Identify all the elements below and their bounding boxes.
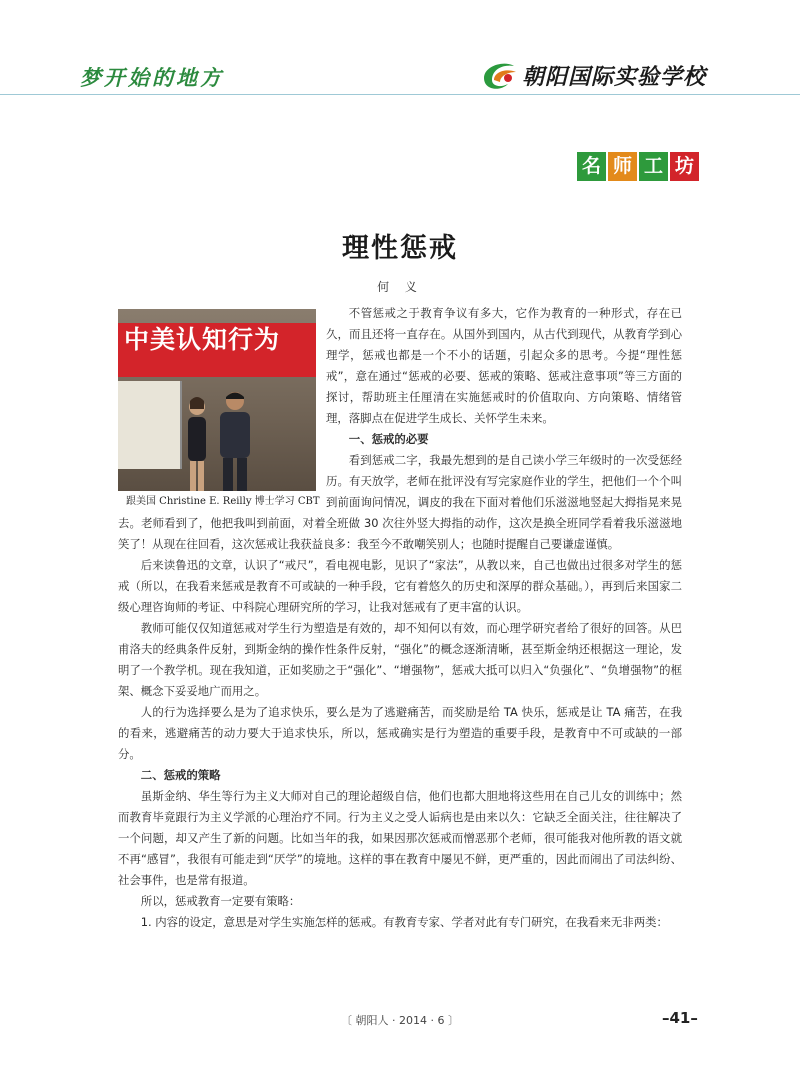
school-name: 朝阳国际实验学校 [522,64,707,90]
column-tag-char: 师 [608,152,637,181]
paragraph: 不管惩戒之于教育争议有多大，它作为教育的一种形式，存在已久，而且还将一直存在。从国外到国内，从古代到现代，从教育学到心理学，惩戒也都是一个不小的话题，引起众多的思考。今提“理性惩戒”，意在通过“惩戒的必要、惩戒的策略、惩戒注意事项”等三方面的探讨，帮助班主任厘清在实施惩戒时的价值取向、方向策略、情绪管理，落脚点在促进学生成长、关怀学生未来。 [326,306,682,425]
photo-person-icon [214,389,256,491]
paragraph: 虽斯金纳、华生等行为主义大师对自己的理论超级自信，他们也都大胆地将这些用在自己儿女的训练中；然而教育毕竟跟行为主义学派的心理治疗不同。行为主义之受人诟病也是由来以久：它缺乏全面关注，往往解决了一个问题，却又产生了新的问题。比如当年的我，如果因那次惩戒而憎恶那个老师，很可能我对他所教的语文就不再“感冒”，我很有可能走到“厌学”的境地。这样的事在教育中屡见不鲜，更严重的，因此而闹出了司法纠纷、社会事件，也是常有报道。 [118,789,682,887]
school-logo [478,58,718,92]
paragraph: 后来读鲁迅的文章，认识了“戒尺”，看电视电影，见识了“家法”，从教以来，自己也做出过很多对学生的惩戒（所以，在我看来惩戒是教育不可或缺的一种手段，它有着悠久的历史和深厚的群众基础。），再到后来国家二级心理咨询师的考证、中科院心理研究所的学习，让我对惩戒有了更丰富的认识。 [118,558,682,614]
article-photo [118,309,316,491]
school-emblem-icon [478,58,520,92]
column-tag-char: 工 [639,152,668,181]
photo-person-icon [180,395,214,491]
photo-banner-text: 中美认知行为 [124,325,281,354]
header-divider [0,94,800,95]
paragraph: 教师可能仅仅知道惩戒对学生行为塑造是有效的，却不知何以有效，而心理学研究者给了很好的回答。从巴甫洛夫的经典条件反射，到斯金纳的操作性条件反射，“强化”的概念逐渐清晰，甚至斯金纳还根据这一理论，发明了一个教学机。现在我知道，正如奖励之于“强化”、“增强物”，惩戒大抵可以归入“负强化”、“负增强物”的框架、概念下妥妥地广而用之。 [118,621,682,698]
photo-projection-screen [118,381,182,469]
article-title: 理性惩戒 [342,233,458,264]
column-tag [577,152,699,181]
photo-caption: 跟美国 Christine E. Reilly 博士学习 CBT [126,496,320,507]
paragraph: 看到惩戒二字，我最先想到的是自己读小学三年级时的一次受惩经历。有天放学，老师在批评没有写完家庭作业的学生，把他们一个个叫到前面询问情况，调皮的我在下面对着他们乐滋滋地竖起大拇指晃来晃去。老师看到了，他把我叫到前面，对着全班做 30 次往外竖大拇指的动作，这次是换全班同学看着我乐滋滋地笑了！从现在往回看，这次惩戒让我获益良多：我至今不敢嘲笑别人；也随时提醒自己要谦虚谨慎。 [118,453,682,551]
article-body [118,303,682,933]
paragraph: 1. 内容的设定，意思是对学生实施怎样的惩戒。有教育专家、学者对此有专门研究，在我看来无非两类： [140,915,668,929]
article-author: 何 义 [377,280,423,294]
column-tag-char: 坊 [670,152,699,181]
paragraph: 所以，惩戒教育一定要有策略： [140,894,301,908]
page-number: –41– [662,1009,698,1027]
article-figure [118,309,320,509]
column-tag-char: 名 [577,152,606,181]
header-slogan: 梦开始的地方 [80,65,224,90]
page-header [0,0,800,96]
section-heading: 一、惩戒的必要 [348,432,429,446]
magazine-footer: 〔 朝阳人 · 2014 · 6 〕 [341,1014,459,1027]
paragraph: 人的行为选择要么是为了追求快乐，要么是为了逃避痛苦，而奖励是给 TA 快乐，惩戒是让 TA 痛苦，在我的看来，逃避痛苦的动力要大于追求快乐，所以，惩戒确实是行为塑造的重要手段，是教育中不可或缺的一部分。 [118,705,682,761]
section-heading: 二、惩戒的策略 [140,768,221,782]
